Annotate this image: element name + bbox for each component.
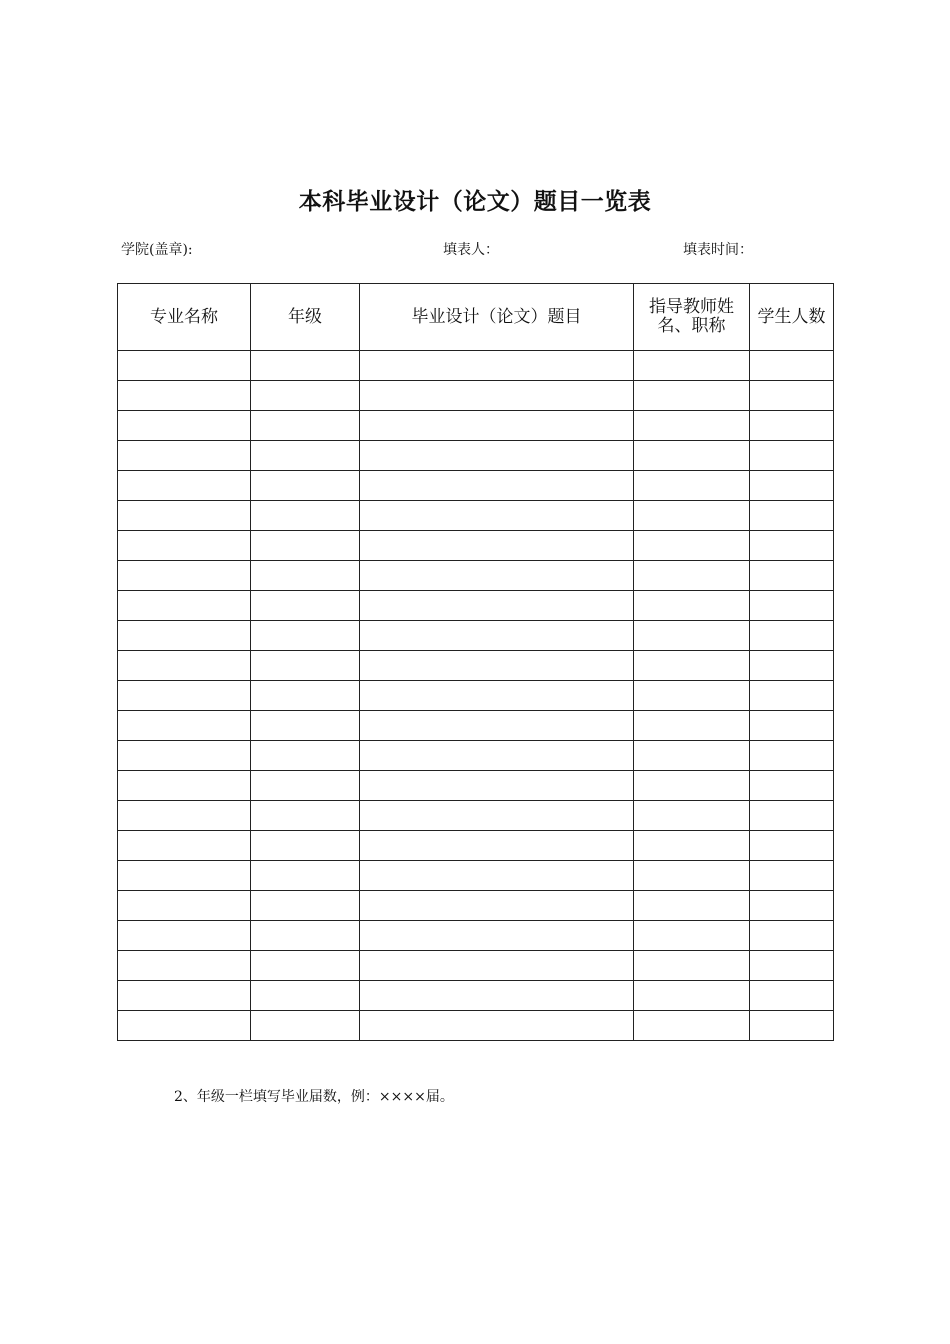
- cell-grade[interactable]: [251, 561, 360, 591]
- cell-advisor[interactable]: [634, 831, 750, 861]
- cell-student-count[interactable]: [750, 531, 834, 561]
- cell-topic[interactable]: [360, 771, 634, 801]
- cell-major[interactable]: [118, 471, 251, 501]
- cell-student-count[interactable]: [750, 771, 834, 801]
- cell-student-count[interactable]: [750, 981, 834, 1011]
- cell-student-count[interactable]: [750, 1011, 834, 1041]
- cell-grade[interactable]: [251, 771, 360, 801]
- cell-grade[interactable]: [251, 831, 360, 861]
- cell-advisor[interactable]: [634, 951, 750, 981]
- cell-grade[interactable]: [251, 711, 360, 741]
- cell-student-count[interactable]: [750, 921, 834, 951]
- table-row: [118, 741, 834, 771]
- cell-advisor[interactable]: [634, 471, 750, 501]
- cell-grade[interactable]: [251, 351, 360, 381]
- cell-advisor[interactable]: [634, 741, 750, 771]
- cell-major[interactable]: [118, 951, 251, 981]
- cell-topic[interactable]: [360, 561, 634, 591]
- cell-advisor[interactable]: [634, 861, 750, 891]
- cell-student-count[interactable]: [750, 591, 834, 621]
- table-row: [118, 951, 834, 981]
- cell-student-count[interactable]: [750, 441, 834, 471]
- cell-major[interactable]: [118, 591, 251, 621]
- cell-advisor[interactable]: [634, 531, 750, 561]
- cell-major[interactable]: [118, 381, 251, 411]
- cell-advisor[interactable]: [634, 651, 750, 681]
- cell-major[interactable]: [118, 741, 251, 771]
- cell-advisor[interactable]: [634, 921, 750, 951]
- cell-topic[interactable]: [360, 381, 634, 411]
- table-row: [118, 531, 834, 561]
- cell-student-count[interactable]: [750, 801, 834, 831]
- cell-student-count[interactable]: [750, 681, 834, 711]
- table-row: [118, 621, 834, 651]
- cell-grade[interactable]: [251, 471, 360, 501]
- cell-major[interactable]: [118, 531, 251, 561]
- table-row: [118, 411, 834, 441]
- cell-advisor[interactable]: [634, 561, 750, 591]
- cell-grade[interactable]: [251, 891, 360, 921]
- cell-topic[interactable]: [360, 951, 634, 981]
- cell-topic[interactable]: [360, 921, 634, 951]
- college-seal-label: 学院(盖章):: [121, 242, 193, 258]
- cell-major[interactable]: [118, 501, 251, 531]
- cell-student-count[interactable]: [750, 891, 834, 921]
- cell-topic[interactable]: [360, 711, 634, 741]
- cell-student-count[interactable]: [750, 951, 834, 981]
- cell-student-count[interactable]: [750, 831, 834, 861]
- table-row: [118, 711, 834, 741]
- cell-topic[interactable]: [360, 621, 634, 651]
- cell-grade[interactable]: [251, 621, 360, 651]
- cell-topic[interactable]: [360, 531, 634, 561]
- cell-major[interactable]: [118, 711, 251, 741]
- cell-topic[interactable]: [360, 681, 634, 711]
- table-row: [118, 561, 834, 591]
- cell-grade[interactable]: [251, 411, 360, 441]
- cell-major[interactable]: [118, 831, 251, 861]
- cell-topic[interactable]: [360, 801, 634, 831]
- page-title: 本科毕业设计（论文）题目一览表: [298, 189, 652, 215]
- cell-grade[interactable]: [251, 801, 360, 831]
- table-row: [118, 921, 834, 951]
- cell-topic[interactable]: [360, 981, 634, 1011]
- cell-major[interactable]: [118, 621, 251, 651]
- cell-topic[interactable]: [360, 861, 634, 891]
- table-row: [118, 591, 834, 621]
- header-grade: 年级: [251, 284, 360, 351]
- cell-advisor[interactable]: [634, 981, 750, 1011]
- cell-topic[interactable]: [360, 831, 634, 861]
- cell-student-count[interactable]: [750, 711, 834, 741]
- cell-advisor[interactable]: [634, 1011, 750, 1041]
- table-row: [118, 1011, 834, 1041]
- cell-advisor[interactable]: [634, 591, 750, 621]
- cell-grade[interactable]: [251, 441, 360, 471]
- cell-major[interactable]: [118, 1011, 251, 1041]
- cell-major[interactable]: [118, 651, 251, 681]
- cell-advisor[interactable]: [634, 711, 750, 741]
- cell-topic[interactable]: [360, 471, 634, 501]
- cell-major[interactable]: [118, 411, 251, 441]
- cell-major[interactable]: [118, 351, 251, 381]
- cell-topic[interactable]: [360, 351, 634, 381]
- table-row: [118, 351, 834, 381]
- cell-advisor[interactable]: [634, 501, 750, 531]
- cell-advisor[interactable]: [634, 771, 750, 801]
- cell-advisor[interactable]: [634, 381, 750, 411]
- cell-major[interactable]: [118, 771, 251, 801]
- cell-student-count[interactable]: [750, 651, 834, 681]
- fill-time-label: 填表时间：: [683, 242, 753, 258]
- cell-advisor[interactable]: [634, 441, 750, 471]
- cell-topic[interactable]: [360, 441, 634, 471]
- cell-major[interactable]: [118, 891, 251, 921]
- cell-student-count[interactable]: [750, 501, 834, 531]
- table-body: [118, 351, 834, 1041]
- cell-student-count[interactable]: [750, 351, 834, 381]
- cell-topic[interactable]: [360, 1011, 634, 1041]
- cell-grade[interactable]: [251, 1011, 360, 1041]
- header-major: 专业名称: [118, 284, 251, 351]
- table-row: [118, 381, 834, 411]
- cell-student-count[interactable]: [750, 621, 834, 651]
- table-row: [118, 981, 834, 1011]
- footnote: 2、年级一栏填写毕业届数，例：××××届。: [174, 1089, 454, 1105]
- cell-topic[interactable]: [360, 411, 634, 441]
- cell-grade[interactable]: [251, 981, 360, 1011]
- filler-label: 填表人：: [443, 242, 499, 258]
- cell-student-count[interactable]: [750, 861, 834, 891]
- cell-topic[interactable]: [360, 891, 634, 921]
- cell-advisor[interactable]: [634, 351, 750, 381]
- table-row: [118, 891, 834, 921]
- table-row: [118, 831, 834, 861]
- cell-grade[interactable]: [251, 861, 360, 891]
- cell-advisor[interactable]: [634, 621, 750, 651]
- cell-grade[interactable]: [251, 651, 360, 681]
- header-topic: 毕业设计（论文）题目: [360, 284, 634, 351]
- cell-topic[interactable]: [360, 591, 634, 621]
- table-row: [118, 651, 834, 681]
- cell-grade[interactable]: [251, 501, 360, 531]
- table-row: [118, 801, 834, 831]
- table-row: [118, 681, 834, 711]
- cell-major[interactable]: [118, 981, 251, 1011]
- cell-topic[interactable]: [360, 651, 634, 681]
- cell-advisor[interactable]: [634, 411, 750, 441]
- cell-grade[interactable]: [251, 741, 360, 771]
- cell-student-count[interactable]: [750, 381, 834, 411]
- cell-major[interactable]: [118, 441, 251, 471]
- header-student-count: 学生人数: [750, 284, 834, 351]
- cell-topic[interactable]: [360, 501, 634, 531]
- cell-major[interactable]: [118, 681, 251, 711]
- cell-advisor[interactable]: [634, 801, 750, 831]
- table-row: [118, 501, 834, 531]
- table-header-row: [118, 284, 834, 351]
- header-advisor: 指导教师姓名、职称: [634, 284, 750, 351]
- table-row: [118, 861, 834, 891]
- cell-major[interactable]: [118, 861, 251, 891]
- topics-table: [117, 283, 834, 1041]
- cell-major[interactable]: [118, 561, 251, 591]
- cell-advisor[interactable]: [634, 891, 750, 921]
- table-row: [118, 471, 834, 501]
- table-row: [118, 441, 834, 471]
- cell-grade[interactable]: [251, 921, 360, 951]
- cell-student-count[interactable]: [750, 561, 834, 591]
- cell-student-count[interactable]: [750, 411, 834, 441]
- cell-grade[interactable]: [251, 591, 360, 621]
- cell-student-count[interactable]: [750, 471, 834, 501]
- cell-advisor[interactable]: [634, 681, 750, 711]
- cell-major[interactable]: [118, 921, 251, 951]
- cell-grade[interactable]: [251, 531, 360, 561]
- table-row: [118, 771, 834, 801]
- cell-topic[interactable]: [360, 741, 634, 771]
- cell-grade[interactable]: [251, 951, 360, 981]
- cell-grade[interactable]: [251, 681, 360, 711]
- cell-grade[interactable]: [251, 381, 360, 411]
- cell-student-count[interactable]: [750, 741, 834, 771]
- cell-major[interactable]: [118, 801, 251, 831]
